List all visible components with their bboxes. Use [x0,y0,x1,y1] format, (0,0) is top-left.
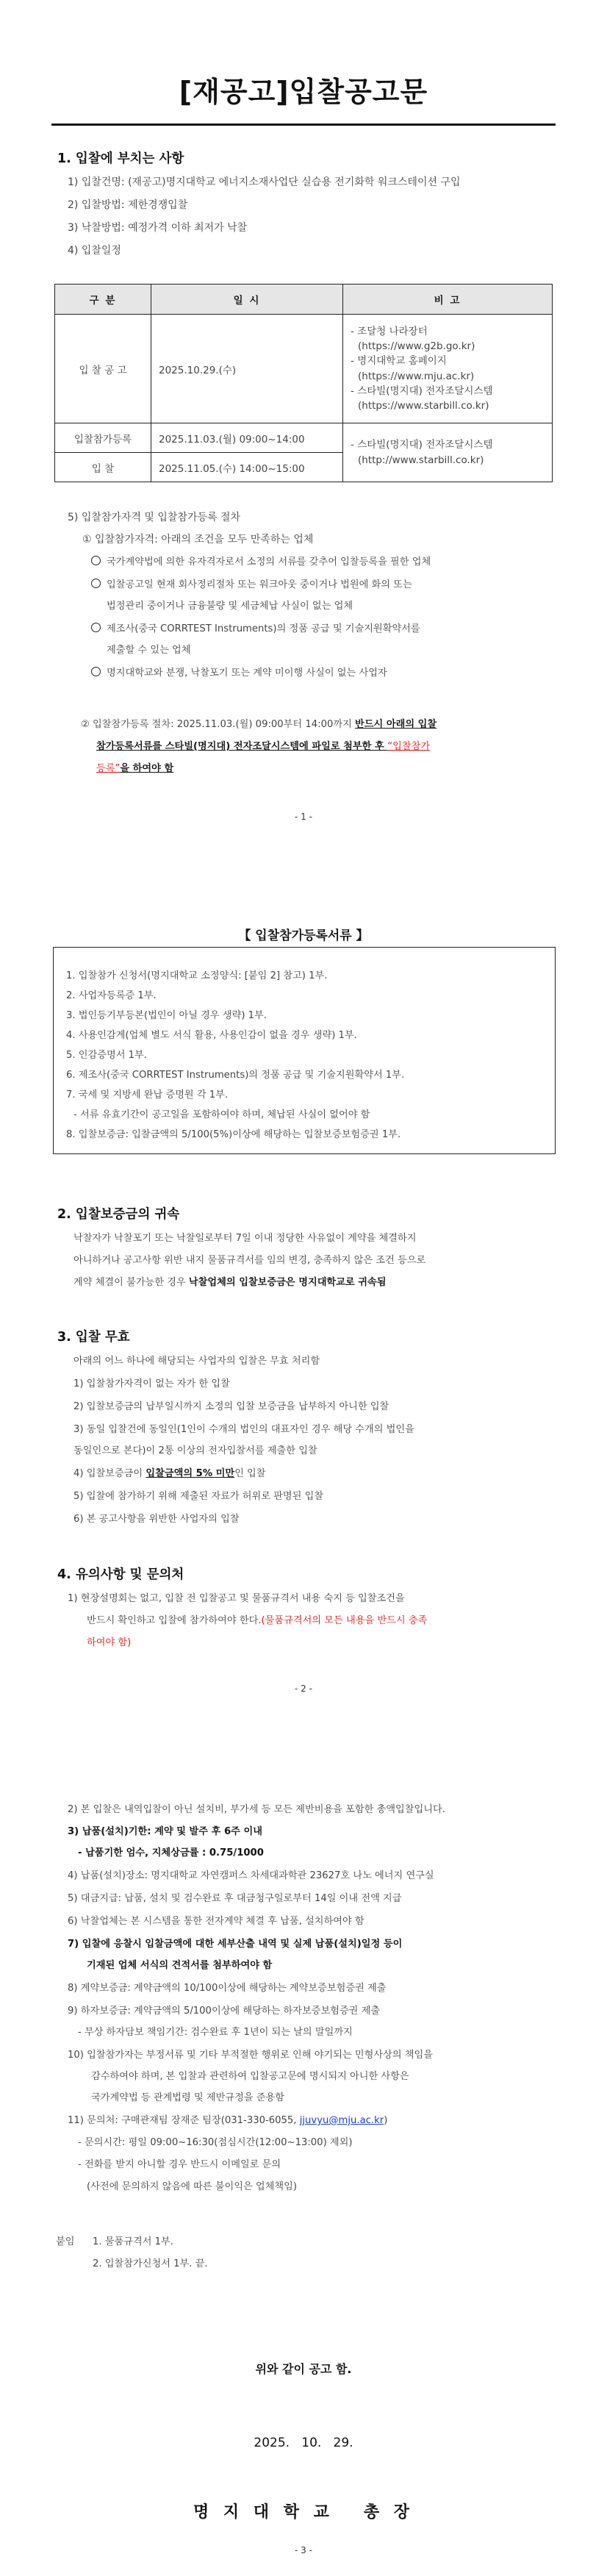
s3-text: 인 입찰 [234,1468,266,1479]
s3-intro: 아래의 어느 하나에 해당되는 사업자의 입찰은 무효 처리함 [73,1356,320,1367]
table-cell: 입 찰 [55,453,151,482]
q1-item-2-cont: 법정관리 중이거나 금융불량 및 세금체납 사실이 없는 업체 [107,601,353,612]
circle-bullet-icon [91,579,101,588]
closing-statement: 위와 같이 공고 함. [255,2362,352,2376]
table-header: 비 고 [343,285,553,315]
doc-item: 6. 제조사(중국 CORRTEST Instruments)의 정품 공급 및 기술지원확약서 1부. [66,1070,405,1081]
note-line: - 조달청 나라장터 [351,325,428,337]
attachment-item: 1. 물품규격서 1부. [93,2236,173,2247]
s2-line: 낙찰자가 낙찰포기 또는 낙찰일로부터 7일 이내 정당한 사유없이 계약을 체결하지 [73,1233,417,1244]
doc-item: 8. 입찰보증금: 입찰금액의 5/100(5%)이상에 해당하는 입찰보증보험증권 1부. [66,1129,401,1140]
section-4-heading: 4. 유의사항 및 문의처 [57,1567,184,1582]
q1-item-text: 국가계약법에 의한 유자격자로서 소정의 서류를 갖추어 입찰등록을 필한 업체 [107,557,431,568]
s4-item: 6) 낙찰업체는 본 시스템을 통한 전자계약 체결 후 납품, 설치하여야 함 [68,1916,364,1927]
s2-emphasis: 낙찰업체의 입찰보증금은 명지대학교로 귀속됨 [188,1277,387,1288]
contact-email-link[interactable]: jjuvyu@mju.ac.kr [299,2115,384,2126]
circle-bullet-icon [91,623,101,632]
s3-item: 3) 동일 입찰건에 동일인(1인이 수개의 법인의 대표자인 경우 해당 수개의 법인을 [73,1424,414,1435]
table-cell: 2025.11.03.(월) 09:00~14:00 [151,423,343,453]
table-row [55,423,553,453]
doc-item: 7. 국세 및 지방세 완납 증명원 각 1부. [66,1090,229,1101]
s4-text: 반드시 확인하고 입찰에 참가하여야 한다. [87,1615,262,1626]
document-title: [재공고]입찰공고문 [179,76,428,108]
table-cell: 입찰참가등록 [55,423,151,453]
table-cell-notes [343,315,553,423]
s1-q2-line3 [96,762,173,776]
s4-item: 10) 입찰참가자는 부정서류 및 기타 부적절한 행위로 인해 야기되는 민형사상의 책임을 [68,2050,433,2061]
doc-item: 3. 법인등기부등본(법인이 아닐 경우 생략) 1부. [66,1010,267,1021]
q1-item-text: 입찰공고일 현재 회사정리절차 또는 워크아웃 중이거나 법원에 화의 또는 [107,579,412,590]
note-line: (http://www.starbill.co.kr) [358,454,484,466]
s1-q1: ① 입찰참가자격: 아래의 조건을 모두 만족하는 업체 [82,534,314,545]
q1-item-1 [91,555,431,570]
q2-emphasis: 참가등록서류를 스타빌(명지대) 전자조달시스템에 파일로 첨부한 후 [96,741,388,752]
required-documents-title [0,925,607,943]
s4-item-cont: 감수하여야 하며, 본 입찰과 관련하여 입찰공고문에 명시되지 아니한 사항은 [91,2071,409,2082]
page-number: - 3 - [295,2545,312,2555]
q1-item-text: 명지대학교와 분쟁, 낙찰포기 또는 계약 미이행 사실이 없는 사업자 [107,668,387,679]
doc-item: 1. 입찰참가 신청서(명지대학교 소정양식: [붙임 2] 참고) 1부. [66,970,328,981]
s4-item: 2) 본 입찰은 내역입찰이 아닌 설치비, 부가세 등 모든 제반비용을 포함한 총액입찰입니다. [68,1804,445,1815]
section-3-heading: 3. 입찰 무효 [57,1330,130,1345]
attachment-label: 붙임 [56,2236,75,2247]
title-rule [51,124,556,126]
q1-item-4 [91,666,387,681]
s4-line: 1) 현장설명회는 없고, 입찰 전 입찰공고 및 물품규격서 내용 숙지 등 입찰조건을 [68,1593,405,1604]
table-cell: 2025.11.05.(수) 14:00~15:00 [151,453,343,482]
s4-item-sub: (사전에 문의하지 않음에 따른 불이익은 업체책임) [87,2181,298,2192]
s4-contact [68,2114,387,2128]
s3-item: 동일인으로 본다)이 2통 이상의 전자입찰서를 제출한 입찰 [73,1445,317,1456]
s4-item: 4) 납품(설치)장소: 명지대학교 자연캠퍼스 차세대과학관 23627호 나노 에너지 연구실 [68,1870,434,1881]
doc-item: - 서류 유효기간이 공고일을 포함하여야 하며, 체납된 사실이 없어야 함 [73,1109,370,1120]
q2-text: ② 입찰참가등록 절차: 2025.11.03.(월) 09:00부터 14:00까지 [81,719,356,730]
note-line: (https://www.starbill.co.kr) [358,400,489,412]
circle-bullet-icon [91,556,101,565]
s4-item: 5) 대금지급: 납품, 설치 및 검수완료 후 대금청구일로부터 14일 이내 전액 지급 [68,1893,402,1904]
note-line: - 스타빌(명지대) 전자조달시스템 [351,439,493,451]
signer: 명 지 대 학 교 총 장 [193,2503,414,2522]
table-header: 일 시 [151,285,343,315]
attachment-item: 2. 입찰참가신청서 1부. 끝. [93,2258,208,2269]
table-cell: 2025.10.29.(수) [151,315,343,423]
doc-item: 2. 사업자등록증 1부. [66,990,157,1001]
s4-highlight: (물품규격서의 모든 내용을 반드시 충족 [261,1615,428,1626]
q1-item-text: 제조사(중국 CORRTEST Instruments)의 정품 공급 및 기술지원확약서를 [107,623,420,634]
page-number: - 1 - [295,812,312,822]
s3-item: 1) 입찰참가자격이 없는 자가 한 입찰 [73,1378,230,1389]
table-row [55,315,553,423]
note-line: (https://www.g2b.go.kr) [358,340,475,352]
s2-line-3 [73,1276,386,1290]
s1-item-3: 3) 낙찰방법: 예정가격 이하 최저가 낙찰 [68,222,248,234]
table-cell: 입 찰 공 고 [55,315,151,423]
s4-item-cont: 기재된 업체 서식의 견적서를 첨부하여야 함 [87,1960,273,1971]
contact-text: 11) 문의처: 구매관재팀 장재준 팀장(031-330-6055, [68,2115,300,2126]
doc-item: 4. 사용인감계(업체 별도 서식 활용, 사용인감이 없을 경우 생략) 1부. [66,1030,357,1041]
s1-item-2: 2) 입찰방법: 제한경쟁입찰 [68,199,188,211]
s1-q2-line2 [96,740,430,754]
section-1-heading: 1. 입찰에 부치는 사항 [57,151,184,166]
s4-item-sub: - 문의시간: 평일 09:00~16:30(점심시간(12:00~13:00) 제외) [78,2137,353,2148]
s4-item: 9) 하자보증금: 계약금액의 5/100이상에 해당하는 하자보증보험증권 제출 [68,2006,381,2017]
notice-date: 2025. 10. 29. [254,2436,353,2450]
docs-title-text: 【 입찰참가등록서류 】 [225,929,381,943]
s2-line: 아니하거나 공고사항 위반 내지 물품규격서를 임의 변경, 충족하지 않은 조건 등으로 [73,1255,426,1266]
q1-item-2 [91,578,412,593]
note-line: (https://www.mju.ac.kr) [358,370,475,382]
q1-item-3 [91,622,420,637]
note-line: - 스타빌(명지대) 전자조달시스템 [351,384,493,397]
s3-text: 4) 입찰보증금이 [73,1468,146,1479]
s4-item-cont: 국가계약법 등 관계법령 및 제반규정을 준용함 [91,2092,285,2103]
doc-item: 5. 인감증명서 1부. [66,1050,147,1061]
s4-line-3: 하여야 함) [87,1637,132,1648]
s3-emphasis: 입찰금액의 5% 미만 [146,1468,235,1479]
q1-item-3-cont: 제출할 수 있는 업체 [107,645,191,656]
q2-emphasis: 반드시 아래의 입찰 [355,719,437,730]
s3-item-4 [73,1467,266,1481]
contact-text: ) [384,2115,388,2126]
s4-item: 7) 입찰에 응찰시 입찰금액에 대한 세부산출 내역 및 실제 납품(설치)일정 등이 [68,1939,403,1950]
note-line: - 명지대학교 홈페이지 [351,355,447,368]
s3-item: 6) 본 공고사항을 위반한 사업자의 입찰 [73,1514,240,1525]
s4-item-sub: - 납품기한 엄수, 지체상금률 : 0.75/1000 [78,1847,264,1858]
table-cell-notes [343,423,553,482]
q2-emphasis: 을 하여야 함 [120,763,174,774]
s4-item-sub: - 무상 하자담보 책임기간: 검수완료 후 1년이 되는 날의 말일까지 [78,2027,353,2038]
section-2-heading: 2. 입찰보증금의 귀속 [57,1207,180,1222]
schedule-table [54,284,553,482]
s3-item: 2) 입찰보증금의 납부일시까지 소정의 입찰 보증금을 납부하지 아니한 입찰 [73,1401,389,1412]
s3-item: 5) 입찰에 참가하기 위해 제출된 자료가 허위로 판명된 입찰 [73,1491,324,1502]
page-number: - 2 - [295,1684,312,1694]
s1-item-5: 5) 입찰참가자격 및 입찰참가등록 절차 [68,512,241,523]
table-header: 구 분 [55,285,151,315]
s1-item-4: 4) 입찰일정 [68,245,121,257]
s4-item: 8) 계약보증금: 계약금액의 10/100이상에 해당하는 계약보증보험증권 제출 [68,1983,387,1994]
s1-item-1: 1) 입찰건명: (재공고)명지대학교 에너지소재사업단 실습용 전기화학 워크스테이션 구입 [68,176,461,188]
q2-highlight: “입찰참가 [387,741,431,752]
s1-q2-line1 [81,718,437,732]
s4-line-2 [87,1614,427,1628]
s2-text: 계약 체결이 불가능한 경우 [73,1277,189,1288]
q2-highlight: 등록” [96,763,121,774]
s4-item: 3) 납품(설치)기한: 계약 및 발주 후 6주 이내 [68,1826,262,1837]
s4-item-sub: - 전화를 받지 아니할 경우 반드시 이메일로 문의 [78,2159,281,2170]
circle-bullet-icon [91,667,101,676]
